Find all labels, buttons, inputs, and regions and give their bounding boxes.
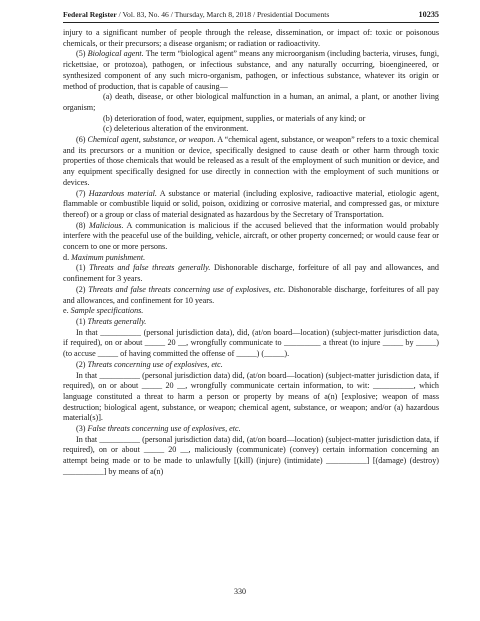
italic-heading: Threats and false threats concerning use of explosives, etc. [88, 284, 286, 294]
paragraph [63, 285, 439, 306]
paragraph [63, 189, 439, 221]
paragraph-text: (c) deleterious alteration of the environment. [103, 124, 249, 134]
header-rule [63, 22, 439, 23]
paragraph [63, 424, 439, 435]
paragraph-text: (8) [76, 220, 89, 230]
italic-heading: Maximum punishment. [71, 252, 146, 262]
issue-info: / Vol. 83, No. 46 / Thursday, March 8, 2018 / Presidential Documents [116, 10, 330, 19]
paragraph [63, 253, 439, 264]
paragraph [63, 135, 439, 189]
paragraph-text: (2) [76, 359, 88, 369]
italic-heading: False threats concerning use of explosives, etc. [87, 424, 241, 434]
italic-heading: Threats and false threats generally. [89, 263, 211, 273]
paragraph-text: (a) death, disease, or other biological malfunction in a human, an animal, a plant, or another living organism; [63, 92, 439, 112]
paragraph-text: (1) [76, 316, 88, 326]
paragraph-text: (3) [76, 424, 88, 434]
paragraph [63, 328, 439, 360]
paragraph [63, 306, 439, 317]
italic-heading: Sample specifications. [70, 306, 144, 316]
paragraph [63, 435, 439, 478]
paragraph [63, 49, 439, 92]
paragraph-text: (6) [76, 135, 88, 145]
paragraph-text: A “chemical agent, substance, or weapon” refers to a toxic chemical and its precursors or a munition or device, specifically designed to cause death or other harm through toxic properties of those chemicals that would be released as a result of the employment of such munition or device, and any equipment specifically designed for use directly in connection with the employment of such munitions or devices. [63, 135, 439, 187]
paragraph-text: Dishonorable discharge, forfeitures of all pay and allowances, and confinement for 10 years. [63, 284, 440, 305]
paragraph-text: (1) [76, 263, 90, 273]
paragraph-text: In that __________ (personal jurisdiction data), did, (at/on board—location) (subject-matter jurisdiction data, if required), on or about _____ 20 __, wrongfully communicate to _________ a threat (to injure _____ by _____) (to accuse _____ of having committed the offense of _____) (_____). [63, 327, 439, 359]
paragraph-text: A substance or material (including explosive, radioactive material, etiologic agent, flammable or combustible liquid or solid, poison, oxidizing or corrosive material, and compressed gas, or mixture thereof) or a group or class of material designated as hazardous by the Secretary of Transportation. [63, 188, 439, 219]
paragraph-text: injury to a significant number of people through the release, dissemination, or impact of: toxic or poisonous chemicals, or their precursors; a disease organism; or radiation or radioactivity. [63, 28, 439, 48]
italic-heading: Biological agent. [87, 49, 144, 59]
journal-name: Federal Register [63, 10, 117, 19]
paragraph [63, 317, 439, 328]
paragraph [63, 360, 439, 371]
italic-heading: Malicious. [88, 220, 124, 230]
paragraph [63, 92, 439, 113]
paragraph-text: The term “biological agent” means any microorganism (including bacteria, viruses, fungi, rickettsiae, or protozoa), pathogen, or infectious substance, and any naturally occurring, bioengineered, or synthesized component of any such micro-organism, pathogen, or infectious substance, whatever its origin or method of production, that is capable of causing— [63, 49, 439, 91]
italic-heading: Chemical agent, substance, or weapon. [87, 135, 216, 145]
paragraph-text: (5) [76, 49, 88, 59]
paragraph [63, 221, 439, 253]
italic-heading: Threats concerning use of explosives, etc. [87, 359, 223, 369]
paragraph [63, 114, 439, 125]
paragraph-text: (7) [76, 188, 89, 198]
page-number: 10235 [418, 10, 439, 19]
paragraph-text: (b) deterioration of food, water, equipment, supplies, or materials of any kind; or [103, 113, 366, 123]
paragraph-text: (2) [76, 284, 89, 294]
paragraph [63, 263, 439, 284]
paragraph-text: In that __________ (personal jurisdiction data) did, (at/on board—location) (subject-matter jurisdiction data, if required), on or about _____ 20 __, maliciously (communicate) (convey) certain information concerning an attempt being made or to be made to unlawfully [(kill) (injure) (intimidate) __________] [(damage) (destroy) __________] by means of a(n) [63, 434, 439, 476]
paragraph-text: In that __________ (personal jurisdiction data) did, (at/on board—location) (subject-matter jurisdiction data, if required), on or about _____ 20 __, wrongfully communicate certain information, to wit: __________, which language constituted a threat to harm a person or property by means of a(n) [explosive; weapon of mass destruction; biological agent, substance, or weapon; chemical agent, substance, or weapon; and/or (a) hazardous material(s)]. [63, 370, 439, 423]
footer-page-number: 330 [234, 587, 246, 596]
italic-heading: Hazardous material. [88, 188, 157, 198]
paragraph [63, 28, 439, 49]
document-body [63, 28, 439, 478]
paragraph-text: A communication is malicious if the accused believed that the information would probably interfere with the peaceful use of the building, vehicle, aircraft, or other property concerned; or would cause fear or concern to one or more persons. [63, 220, 439, 252]
paragraph [63, 371, 439, 425]
paragraph [63, 124, 439, 135]
paragraph-text: d. [63, 252, 72, 262]
publication-line [63, 10, 329, 19]
paragraph-text: Dishonorable discharge, forfeiture of all pay and allowances, and confinement for 3 years. [63, 263, 439, 284]
italic-heading: Threats generally. [87, 316, 147, 326]
paragraph-text: e. [63, 306, 71, 316]
running-header [63, 10, 439, 19]
